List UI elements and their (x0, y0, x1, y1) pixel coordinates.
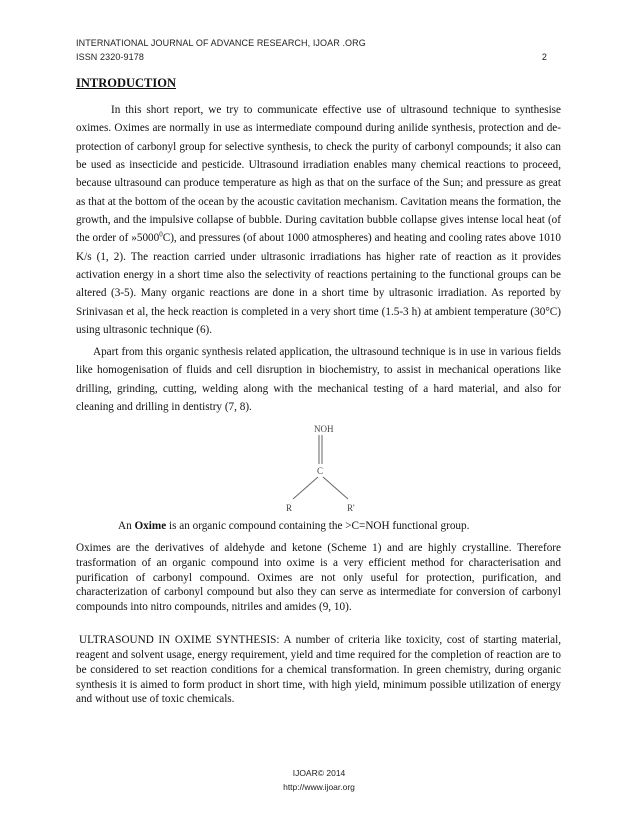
caption-bold-term: Oxime (134, 520, 167, 532)
paragraph1-superscript: 0 (159, 230, 163, 239)
page-number: 2 (541, 52, 547, 62)
applications-paragraph: Apart from this organic synthesis related application, the ultrasound technique is in use in various fields like homogenisation of fluids and cell disruption in biochemistry, to assist in mechanical operations like drilling, grinding, cutting, welding along with the mechanical testing of a hard material, and also for cleaning and drilling in dentistry (7, 8). (76, 346, 561, 414)
structure-carbon-label: C (317, 466, 324, 476)
footer-url[interactable]: http://www.ijoar.org (283, 782, 355, 792)
structure-r-label: R (286, 503, 293, 513)
structure-noh-label: NOH (314, 424, 334, 434)
bond-right (323, 477, 348, 499)
introduction-paragraph (76, 101, 561, 339)
caption-suffix: is an organic compound containing the >C=NOH functional group. (166, 520, 470, 532)
oxime-structure-diagram (272, 420, 372, 515)
caption-prefix: An (118, 520, 135, 532)
issn-line (76, 52, 547, 62)
structure-r-prime-label: R' (347, 503, 355, 513)
oxime-caption (118, 518, 578, 534)
paragraph1-part2: C), and pressures (of about 1000 atmospheres) and heating and cooling rates above 1010 K/s (1, 2). The reaction carried under ultrasonic irradiations has higher rate of reaction as it provides activation energy in a short time also the selectivity of reactions pertaining to the functional groups can be altered (3-5). Many organic reactions are done in a short time by ultrasonic irradiation. As reported by Srinivasan et al, the heck reaction is completed in a very short time (1.5-3 h) at ambient temperature (30°C) using ultrasonic technique (6). (76, 232, 561, 337)
bond-left (293, 477, 318, 499)
paragraph4-text: ULTRASOUND IN OXIME SYNTHESIS: A number of criteria like toxicity, cost of starting material, reagent and solvent usage, energy requirement, yield and time required for the completion of reaction are to be considered to set reaction conditions for a chemical transformation. In green chemistry, during organic synthesis it is aimed to form product in short time, with high yield, minimum possible utilization of energy and without use of toxic chemicals. (76, 634, 561, 706)
footer-copyright: IJOAR© 2014 (292, 768, 346, 778)
ultrasound-synthesis-paragraph (76, 633, 561, 707)
oxime-derivatives-paragraph: Oximes are the derivatives of aldehyde and ketone (Scheme 1) and are highly crystalline. Therefore trasformation of an organic compound into oxime is a very efficient method for characterisation and purification of carbonyl compound. Oximes are not only useful for protection, purification, and characterization of carbonyl compound but also they can serve as intermediate for conversion of carbonyl compounds into nitro compounds, nitriles and amides (9, 10). (76, 542, 561, 614)
paragraph1-part1: In this short report, we try to communicate effective use of ultrasound technique to synthesise oximes. Oximes are normally in use as intermediate compound during anilide synthesis, protection and de-protection of carbonyl group for selective synthesis, to check the purity of carbonyl compounds; it also can be used as insecticide and pesticide. Ultrasound irradiation enables many chemical reactions to proceed, because ultrasound can produce temperature as high as that on the surface of the Sun; and pressure as great as that at the bottom of the ocean by the acoustic cavitation mechanism. Cavitation means the formation, the growth, and the impulsive collapse of bubble. During cavitation bubble collapse gives intense local heat (of the order of »5000 (76, 104, 561, 245)
issn: ISSN 2320-9178 (76, 52, 144, 62)
journal-header: INTERNATIONAL JOURNAL OF ADVANCE RESEARCH, IJOAR .ORG (76, 38, 366, 48)
section-heading: INTRODUCTION (76, 76, 177, 90)
